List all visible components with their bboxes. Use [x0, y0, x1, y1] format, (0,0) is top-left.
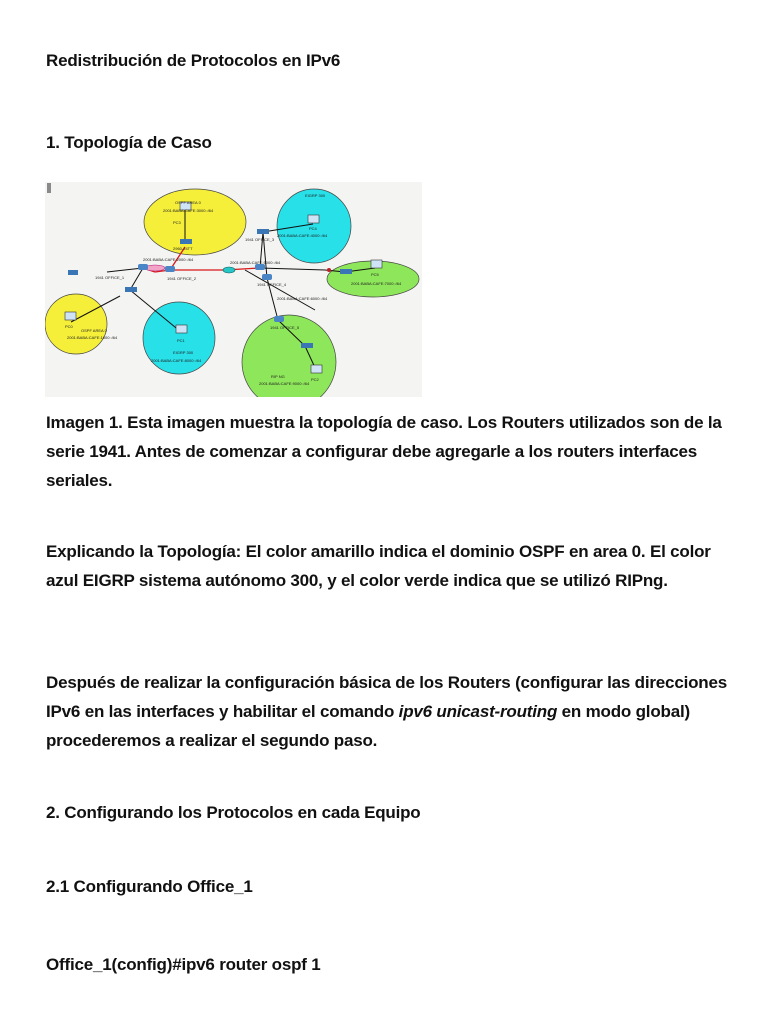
label-serial-mid: 2001:BABA:CAFE:5000::/64	[230, 260, 281, 265]
switch-icon	[68, 270, 78, 275]
switch-icon	[301, 343, 313, 348]
label-office3: 1941 OFFICE_3	[245, 237, 275, 242]
document-title: Redistribución de Protocolos en IPv6	[46, 51, 341, 70]
router-icon	[274, 316, 284, 322]
section-heading-topology: 1. Topología de Caso	[46, 133, 212, 152]
label-ospf-bottom: OSPF AREA 0	[81, 328, 107, 333]
diagram-scrollbar	[47, 183, 51, 193]
label-eigrp-top-net: 2001:BABA:CAFE:4000::/64	[277, 233, 328, 238]
label-eigrp-bottom-net: 2001:BABA:CAFE:8000::/64	[151, 358, 202, 363]
switch-icon	[340, 269, 352, 274]
command-ipv6-unicast-routing: ipv6 unicast-routing	[398, 702, 558, 721]
pc-icon	[371, 260, 382, 268]
label-serial-top: 2001:BABA:CAFE:2000::/64	[143, 257, 194, 262]
router-icon	[138, 264, 148, 270]
label-office2: 1941 OFFICE_2	[167, 276, 197, 281]
label-office1: 1941 OFFICE_1	[95, 275, 125, 280]
ospf-area-bottom	[45, 294, 107, 354]
label-rip-right-net: 2001:BABA:CAFE:7000::/64	[351, 281, 402, 286]
pc-icon	[311, 365, 322, 373]
label-pc4: PC4	[309, 226, 317, 231]
label-switch-top: 2960-24TT	[173, 246, 193, 251]
router-icon	[165, 266, 175, 272]
switch-icon	[125, 287, 137, 292]
config-paragraph	[46, 668, 736, 755]
topology-diagram	[45, 182, 422, 397]
label-office4: 1941 OFFICE_4	[257, 282, 287, 287]
pc-icon	[176, 325, 187, 333]
serial-connector	[223, 267, 235, 273]
label-ospf-top-net: 2001:BABA:CAFE:3000::/64	[163, 208, 214, 213]
pc-icon	[65, 312, 76, 320]
subsection-heading-office1: 2.1 Configurando Office_1	[46, 877, 253, 896]
label-rip-bottom: RIP NG	[271, 374, 285, 379]
topology-explanation: Explicando la Topología: El color amarillo indica el dominio OSPF en area 0. El color azul EIGRP sistema autónomo 300, y el color verde indica que se utilizó RIPng.	[46, 542, 711, 590]
label-pc5: PC5	[371, 272, 379, 277]
label-ospf-bottom-net: 2001:BABA:CAFE:1000::/64	[67, 335, 118, 340]
figure-caption: Imagen 1. Esta imagen muestra la topología de caso. Los Routers utilizados son de la serie 1941. Antes de comenzar a configurar debe agregarle a los routers interfaces seriales.	[46, 413, 722, 490]
label-pc3: PC3	[173, 220, 181, 225]
router-icon	[262, 274, 272, 280]
label-pc2: PC2	[311, 377, 319, 382]
config-text-after: en modo global) procederemos a realizar el segundo paso.	[46, 702, 690, 750]
label-eigrp-bottom: EIGRP 300	[173, 350, 194, 355]
label-pc1: PC1	[177, 338, 185, 343]
label-rip-bottom-net: 2001:BABA:CAFE:9000::/64	[259, 381, 310, 386]
switch-icon	[180, 239, 192, 244]
config-text-before: Después de realizar la configuración básica de los Routers (configurar las direcciones IPv6 en las interfaces y habilitar el comando	[46, 673, 727, 721]
section-heading-protocols: 2. Configurando los Protocolos en cada Equipo	[46, 803, 421, 822]
connector-dot	[327, 268, 331, 272]
command-line: Office_1(config)#ipv6 router ospf 1	[46, 955, 321, 974]
label-ospf-top: OSPF AREA 0	[175, 200, 201, 205]
pc-icon	[308, 215, 319, 223]
label-eigrp-top: EIGRP 300	[305, 193, 326, 198]
switch-icon	[257, 229, 269, 234]
label-serial-right: 2001:BABA:CAFE:6000::/64	[277, 296, 328, 301]
label-pc0: PC0	[65, 324, 73, 329]
ospf-area-top	[144, 189, 246, 255]
label-office5: 1941 OFFICE_5	[270, 325, 300, 330]
